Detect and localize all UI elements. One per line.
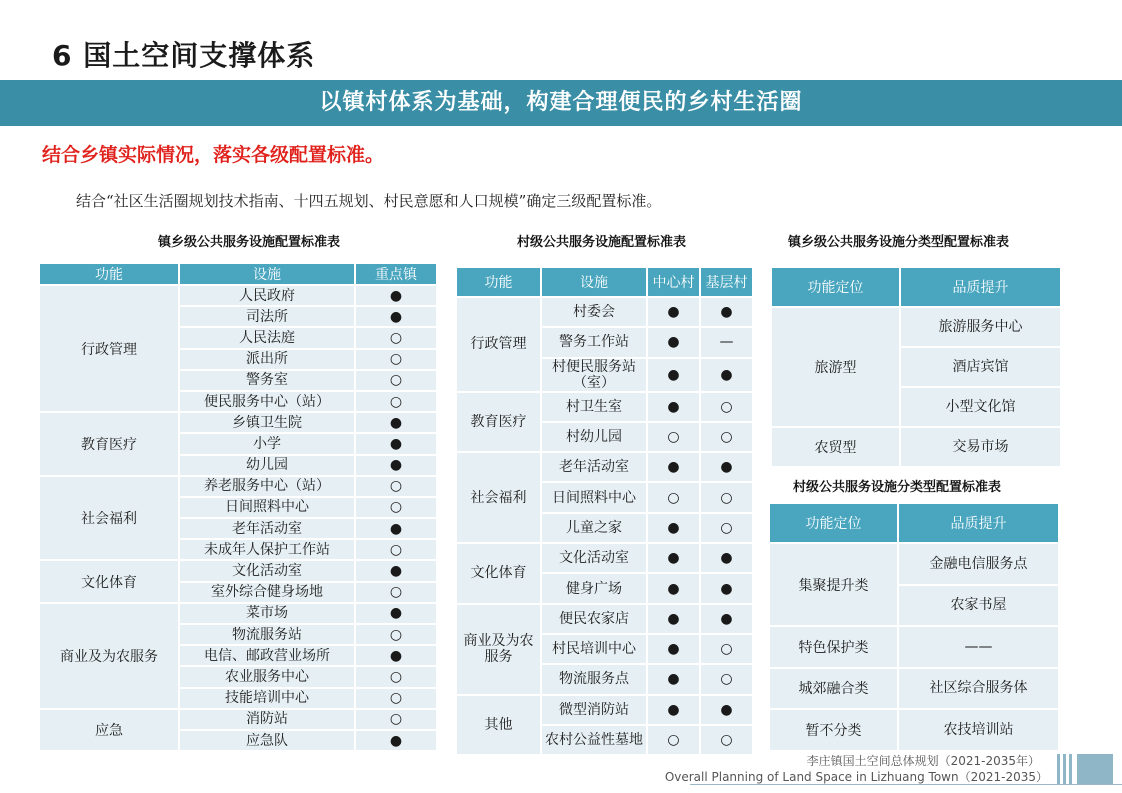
table-town-type-standards <box>770 266 1062 468</box>
standard-mark-cell: ● <box>700 695 753 725</box>
category-cell: 行政管理 <box>39 285 179 412</box>
table-row <box>39 476 437 497</box>
category-cell: 旅游型 <box>771 307 900 427</box>
standard-mark-cell: ○ <box>355 582 437 603</box>
table-village-facilities <box>455 266 754 756</box>
category-cell: 商业及为农服务 <box>39 603 179 709</box>
standard-mark-cell: ● <box>700 573 753 603</box>
table3-header-row <box>771 267 1061 307</box>
category-cell: 社会福利 <box>456 452 541 543</box>
standard-mark-cell: ● <box>700 604 753 634</box>
category-cell: 集聚提升类 <box>769 543 898 626</box>
facility-cell: 便民农家店 <box>541 604 647 634</box>
standard-mark-cell: ● <box>647 297 700 327</box>
category-cell: 城郊融合类 <box>769 668 898 710</box>
footer-title-en: Overall Planning of Land Space in Lizhuang Town（2021-2035） <box>664 770 1048 784</box>
standard-mark-cell: ● <box>700 358 753 392</box>
table2-header-cell: 功能 <box>456 267 541 297</box>
table2-header-cell: 基层村 <box>700 267 753 297</box>
intro-paragraph: 结合“社区生活圈规划技术指南、十四五规划、村民意愿和人口规模”确定三级配置标准。 <box>76 192 662 210</box>
facility-cell: 老年活动室 <box>179 518 355 539</box>
facility-cell: 农家书屋 <box>898 585 1059 627</box>
standard-mark-cell: ● <box>700 543 753 573</box>
facility-cell: 乡镇卫生院 <box>179 412 355 433</box>
standard-mark-cell: ○ <box>355 349 437 370</box>
facility-cell: 健身广场 <box>541 573 647 603</box>
category-cell: 商业及为农服务 <box>456 604 541 695</box>
table-row <box>39 285 437 306</box>
facility-cell: 室外综合健身场地 <box>179 582 355 603</box>
standard-mark-cell: ○ <box>700 725 753 755</box>
table-row <box>769 543 1059 585</box>
table-row <box>456 452 753 482</box>
table-row <box>456 604 753 634</box>
facility-cell: 村便民服务站（室） <box>541 358 647 392</box>
standard-mark-cell: ● <box>355 603 437 624</box>
table-row <box>769 668 1059 710</box>
facility-cell: 菜市场 <box>179 603 355 624</box>
table1-header-cell: 重点镇 <box>355 263 437 285</box>
table-row <box>769 626 1059 668</box>
standard-mark-cell: ○ <box>355 327 437 348</box>
standard-mark-cell: ● <box>355 412 437 433</box>
standard-mark-cell: ● <box>647 358 700 392</box>
standard-mark-cell: ● <box>647 452 700 482</box>
table-row <box>456 392 753 422</box>
facility-cell: 幼儿园 <box>179 455 355 476</box>
facility-cell: 旅游服务中心 <box>900 307 1061 347</box>
facility-cell: 应急队 <box>179 730 355 751</box>
facility-cell: 便民服务中心（站） <box>179 391 355 412</box>
category-cell: 文化体育 <box>39 560 179 602</box>
facility-cell: 农技培训站 <box>898 709 1059 751</box>
standard-mark-cell: ○ <box>700 482 753 512</box>
facility-cell: 小学 <box>179 433 355 454</box>
standard-mark-cell: ● <box>355 730 437 751</box>
theme-banner: 以镇村体系为基础，构建合理便民的乡村生活圈 <box>0 80 1122 126</box>
facility-cell: 人民法庭 <box>179 327 355 348</box>
category-cell: 行政管理 <box>456 297 541 392</box>
standard-mark-cell: ○ <box>647 725 700 755</box>
table3-header-cell: 功能定位 <box>771 267 900 307</box>
facility-cell: 未成年人保护工作站 <box>179 539 355 560</box>
facility-cell: 文化活动室 <box>541 543 647 573</box>
table-row <box>771 307 1061 347</box>
standard-mark-cell: ● <box>647 604 700 634</box>
table2-header-cell: 中心村 <box>647 267 700 297</box>
table1-header-row <box>39 263 437 285</box>
standard-mark-cell: ● <box>355 645 437 666</box>
facility-cell: 村民培训中心 <box>541 634 647 664</box>
facility-cell: 村幼儿园 <box>541 422 647 452</box>
facility-cell: 交易市场 <box>900 427 1061 467</box>
facility-cell: 养老服务中心（站） <box>179 476 355 497</box>
table1-caption: 镇乡级公共服务设施配置标准表 <box>158 235 341 250</box>
category-cell: 应急 <box>39 709 179 751</box>
table2-caption: 村级公共服务设施配置标准表 <box>517 235 687 250</box>
table-row <box>39 603 437 624</box>
table-row <box>39 560 437 581</box>
footer-title-cn: 李庄镇国土空间总体规划（2021-2035年） <box>806 754 1040 768</box>
table-row <box>769 709 1059 751</box>
facility-cell: 农村公益性墓地 <box>541 725 647 755</box>
facility-cell: —— <box>898 626 1059 668</box>
standard-mark-cell: ● <box>355 560 437 581</box>
table4-caption: 村级公共服务设施分类型配置标准表 <box>793 480 1002 495</box>
table4-header-cell: 功能定位 <box>769 503 898 543</box>
facility-cell: 消防站 <box>179 709 355 730</box>
facility-cell: 社区综合服务体 <box>898 668 1059 710</box>
table-row <box>456 695 753 725</box>
standard-mark-cell: ○ <box>355 624 437 645</box>
table-row <box>39 412 437 433</box>
table1-header-cell: 设施 <box>179 263 355 285</box>
category-cell: 文化体育 <box>456 543 541 604</box>
standard-mark-cell: ● <box>647 664 700 694</box>
standard-mark-cell: ○ <box>700 392 753 422</box>
red-heading: 结合乡镇实际情况，落实各级配置标准。 <box>42 144 385 166</box>
facility-cell: 人民政府 <box>179 285 355 306</box>
facility-cell: 技能培训中心 <box>179 688 355 709</box>
standard-mark-cell: — <box>700 327 753 357</box>
standard-mark-cell: ● <box>647 513 700 543</box>
category-cell: 教育医疗 <box>39 412 179 476</box>
facility-cell: 物流服务站 <box>179 624 355 645</box>
footer-decor-bars <box>1057 754 1113 784</box>
facility-cell: 电信、邮政营业场所 <box>179 645 355 666</box>
table-row <box>771 427 1061 467</box>
facility-cell: 司法所 <box>179 306 355 327</box>
category-cell: 暂不分类 <box>769 709 898 751</box>
facility-cell: 文化活动室 <box>179 560 355 581</box>
standard-mark-cell: ○ <box>355 688 437 709</box>
category-cell: 社会福利 <box>39 476 179 561</box>
table-row <box>39 709 437 730</box>
standard-mark-cell: ○ <box>700 634 753 664</box>
standard-mark-cell: ● <box>647 695 700 725</box>
facility-cell: 日间照料中心 <box>541 482 647 512</box>
facility-cell: 村委会 <box>541 297 647 327</box>
standard-mark-cell: ● <box>355 306 437 327</box>
standard-mark-cell: ● <box>647 543 700 573</box>
standard-mark-cell: ○ <box>355 476 437 497</box>
standard-mark-cell: ○ <box>647 422 700 452</box>
table2-header-row <box>456 267 753 297</box>
table-row <box>456 297 753 327</box>
standard-mark-cell: ○ <box>355 391 437 412</box>
facility-cell: 儿童之家 <box>541 513 647 543</box>
facility-cell: 酒店宾馆 <box>900 347 1061 387</box>
standard-mark-cell: ● <box>700 452 753 482</box>
standard-mark-cell: ● <box>647 392 700 422</box>
standard-mark-cell: ○ <box>355 539 437 560</box>
standard-mark-cell: ○ <box>700 664 753 694</box>
standard-mark-cell: ○ <box>355 666 437 687</box>
standard-mark-cell: ○ <box>355 370 437 391</box>
footer-divider <box>690 784 1122 785</box>
standard-mark-cell: ● <box>355 518 437 539</box>
facility-cell: 物流服务点 <box>541 664 647 694</box>
category-cell: 农贸型 <box>771 427 900 467</box>
table-town-facilities <box>38 262 438 752</box>
standard-mark-cell: ● <box>355 455 437 476</box>
facility-cell: 小型文化馆 <box>900 387 1061 427</box>
facility-cell: 农业服务中心 <box>179 666 355 687</box>
table3-caption: 镇乡级公共服务设施分类型配置标准表 <box>788 235 1010 250</box>
standard-mark-cell: ● <box>647 573 700 603</box>
standard-mark-cell: ● <box>647 327 700 357</box>
facility-cell: 日间照料中心 <box>179 497 355 518</box>
table-row <box>456 543 753 573</box>
standard-mark-cell: ○ <box>700 513 753 543</box>
facility-cell: 警务工作站 <box>541 327 647 357</box>
standard-mark-cell: ● <box>700 297 753 327</box>
facility-cell: 警务室 <box>179 370 355 391</box>
facility-cell: 村卫生室 <box>541 392 647 422</box>
category-cell: 其他 <box>456 695 541 756</box>
standard-mark-cell: ○ <box>355 497 437 518</box>
standard-mark-cell: ○ <box>647 482 700 512</box>
table1-header-cell: 功能 <box>39 263 179 285</box>
table2-header-cell: 设施 <box>541 267 647 297</box>
category-cell: 教育医疗 <box>456 392 541 453</box>
table-village-type-standards <box>768 502 1060 752</box>
category-cell: 特色保护类 <box>769 626 898 668</box>
standard-mark-cell: ● <box>355 433 437 454</box>
standard-mark-cell: ○ <box>700 422 753 452</box>
standard-mark-cell: ● <box>355 285 437 306</box>
page-title: 6 国土空间支撑体系 <box>52 39 316 72</box>
facility-cell: 派出所 <box>179 349 355 370</box>
standard-mark-cell: ○ <box>355 709 437 730</box>
table3-header-cell: 品质提升 <box>900 267 1061 307</box>
table4-header-row <box>769 503 1059 543</box>
facility-cell: 微型消防站 <box>541 695 647 725</box>
standard-mark-cell: ● <box>647 634 700 664</box>
facility-cell: 老年活动室 <box>541 452 647 482</box>
facility-cell: 金融电信服务点 <box>898 543 1059 585</box>
table4-header-cell: 品质提升 <box>898 503 1059 543</box>
